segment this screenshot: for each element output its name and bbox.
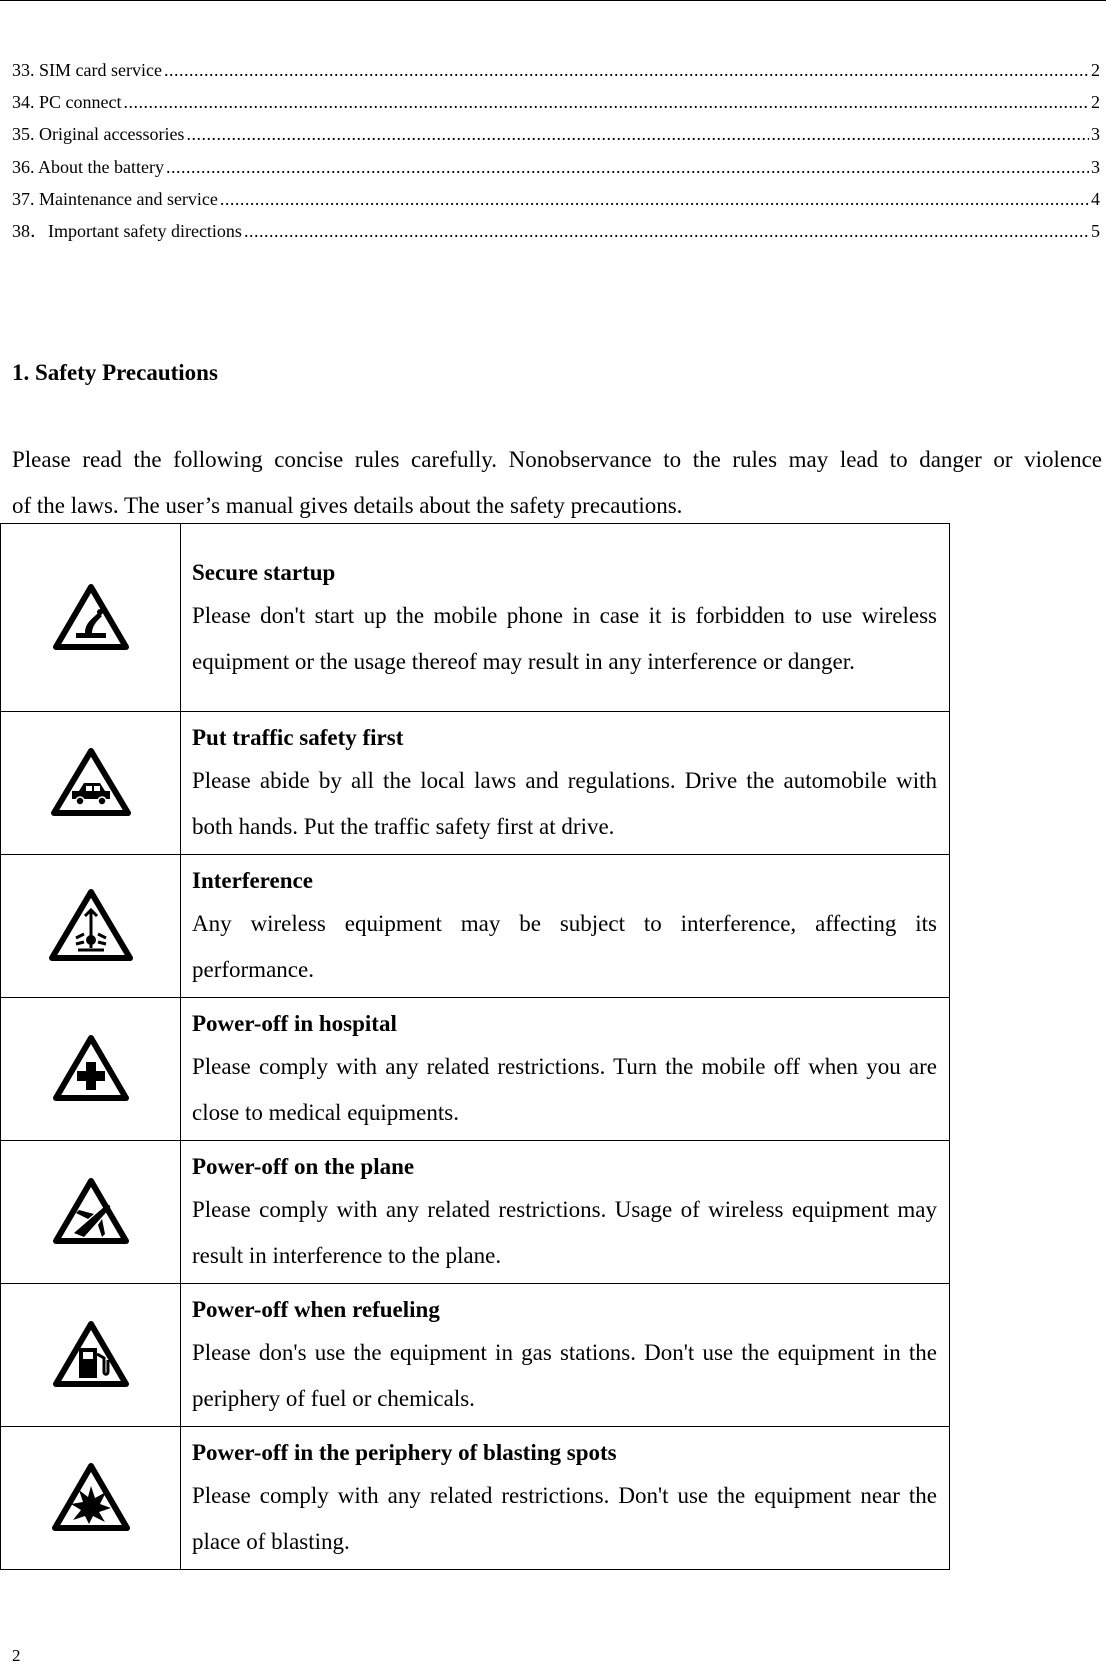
table-row — [1, 1284, 950, 1427]
toc-leader-dots — [164, 58, 1089, 82]
toc-leader-dots — [220, 187, 1089, 211]
plane-sign-icon — [52, 1177, 130, 1247]
page-number: 2 — [12, 1646, 21, 1665]
precaution-text-cell — [181, 1427, 950, 1570]
precaution-body: Please abide by all the local laws and regulations. Drive the automobile with both hands. Put the traffic safety first at drive. — [192, 768, 937, 839]
toc-leader-dots — [244, 219, 1089, 243]
precaution-title: Power-off on the plane — [192, 1154, 415, 1179]
precaution-title: Power-off in the periphery of blasting spots — [192, 1440, 617, 1465]
toc-entry-label: 38．Important safety directions — [12, 220, 242, 241]
precaution-body: Any wireless equipment may be subject to interference, affecting its performance. — [192, 911, 937, 982]
icon-cell — [1, 1284, 181, 1427]
toc-entry-page: 2 — [1091, 92, 1100, 113]
precaution-title: Power-off when refueling — [192, 1297, 440, 1322]
toc-entry-page: 3 — [1091, 156, 1100, 177]
precaution-title: Power-off in hospital — [192, 1011, 397, 1036]
toc-entry-label: 37. Maintenance and service — [12, 188, 218, 209]
intro-paragraph — [12, 437, 1102, 529]
intro-line-2: of the laws. The user’s manual gives details about the safety precautions. — [12, 493, 683, 518]
precaution-text-cell — [181, 524, 950, 712]
icon-cell — [1, 1141, 181, 1284]
precaution-text-cell — [181, 1141, 950, 1284]
refueling-sign-icon — [52, 1320, 130, 1390]
precaution-text-cell — [181, 998, 950, 1141]
section-title: 1. Safety Precautions — [12, 360, 218, 385]
blasting-sign-icon — [51, 1462, 131, 1534]
safety-precautions-table — [0, 523, 950, 1570]
toc-entry-36[interactable] — [12, 155, 1100, 187]
toc-entry-35[interactable] — [12, 122, 1100, 154]
toc-entry-34[interactable] — [12, 90, 1100, 122]
toc-entry-label: 34. PC connect — [12, 92, 122, 113]
icon-cell — [1, 855, 181, 998]
precaution-text-cell — [181, 712, 950, 855]
interference-sign-icon — [48, 888, 134, 964]
table-of-contents — [12, 58, 1100, 251]
toc-entry-37[interactable] — [12, 187, 1100, 219]
secure-startup-sign-icon — [52, 583, 130, 653]
precaution-body: Please don's use the equipment in gas stations. Don't use the equipment in the periphery of fuel or chemicals. — [192, 1340, 937, 1411]
hospital-sign-icon — [52, 1034, 130, 1104]
toc-entry-page: 5 — [1091, 220, 1100, 241]
precaution-body: Please comply with any related restrictions. Don't use the equipment near the place of blasting. — [192, 1483, 937, 1554]
toc-entry-label: 36. About the battery — [12, 156, 164, 177]
precaution-title: Put traffic safety first — [192, 725, 404, 750]
icon-cell — [1, 998, 181, 1141]
toc-leader-dots — [186, 122, 1089, 146]
table-row — [1, 524, 950, 712]
precaution-body: Please comply with any related restrictions. Turn the mobile off when you are close to medical equipments. — [192, 1054, 937, 1125]
toc-entry-label: 35. Original accessories — [12, 124, 185, 145]
icon-cell — [1, 712, 181, 855]
table-row — [1, 998, 950, 1141]
table-row — [1, 855, 950, 998]
toc-entry-38[interactable] — [12, 219, 1100, 251]
precaution-text-cell — [181, 855, 950, 998]
table-row — [1, 712, 950, 855]
toc-entry-33[interactable] — [12, 58, 1100, 90]
precaution-title: Secure startup — [192, 559, 336, 585]
precaution-body: Please comply with any related restrictions. Usage of wireless equipment may result in interference to the plane. — [192, 1197, 937, 1268]
toc-entry-label: 33. SIM card service — [12, 60, 162, 80]
icon-cell — [1, 1427, 181, 1570]
toc-entry-page: 2 — [1091, 60, 1100, 80]
intro-line-1: Please read the following concise rules carefully. Nonobservance to the rules may lead to danger or violence — [12, 447, 1102, 472]
toc-entry-page: 4 — [1091, 188, 1100, 209]
table-row — [1, 1141, 950, 1284]
icon-cell — [1, 524, 181, 712]
precaution-text-cell — [181, 1284, 950, 1427]
table-row — [1, 1427, 950, 1570]
precaution-body: Please don't start up the mobile phone in case it is forbidden to use wireless equipment or the usage thereof may result in any interference or danger. — [192, 602, 937, 674]
toc-entry-page: 3 — [1091, 124, 1100, 145]
precaution-title: Interference — [192, 868, 313, 893]
toc-leader-dots — [124, 90, 1090, 114]
traffic-safety-sign-icon — [50, 747, 132, 819]
toc-leader-dots — [166, 155, 1089, 179]
top-rule — [0, 0, 1106, 1]
